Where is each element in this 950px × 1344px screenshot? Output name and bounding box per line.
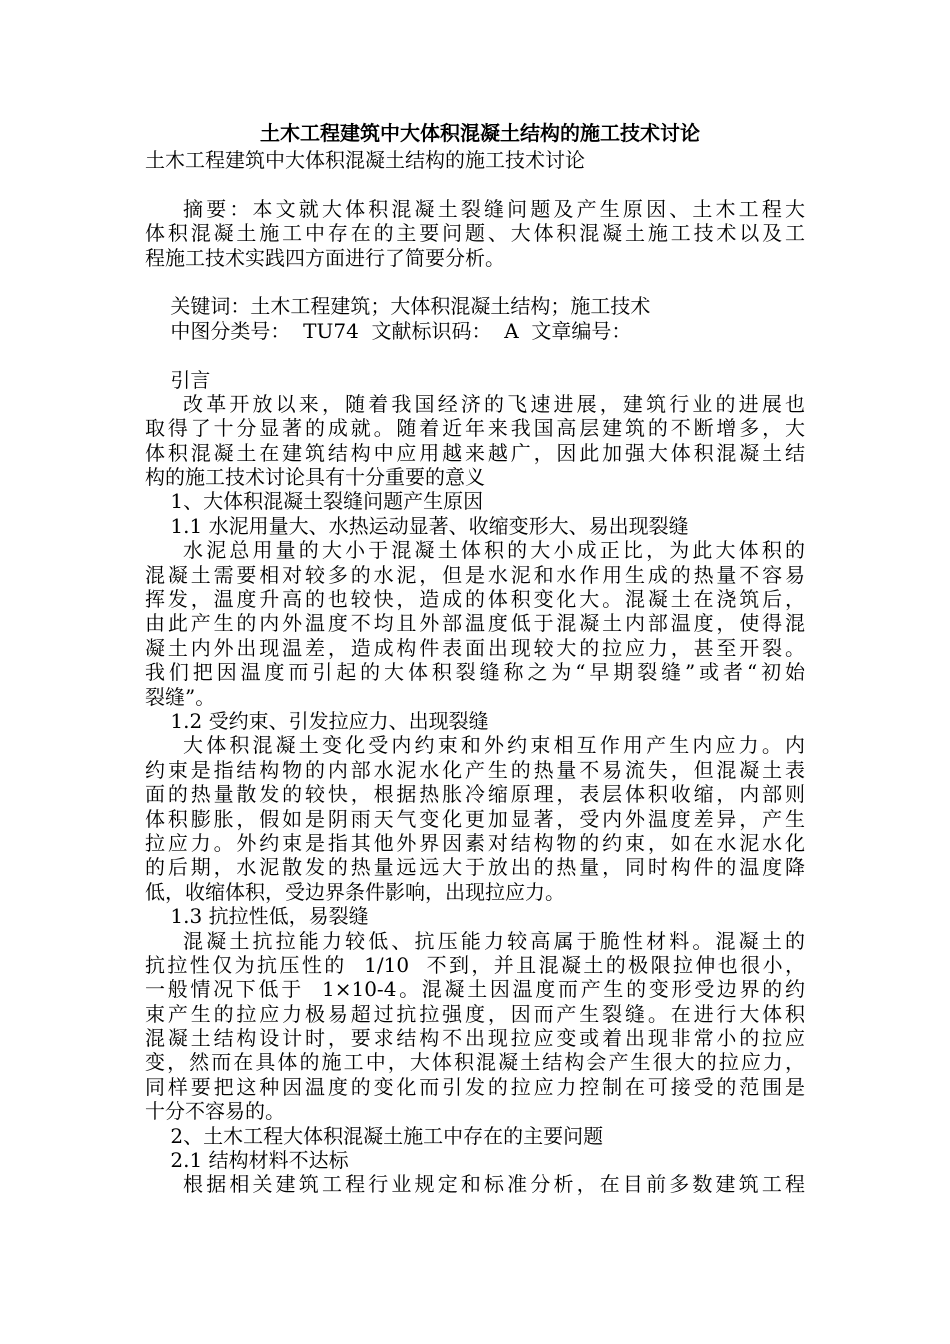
section-1-3-line: 混凝土抗拉能力较低、抗压能力较高属于脆性材料。混凝土的 [145, 928, 805, 953]
section-1-heading: 1、大体积混凝土裂缝问题产生原因 [145, 489, 484, 514]
section-1-3-line: 抗拉性仅为抗压性的 1/10 不到，并且混凝土的极限拉伸也很小， [145, 952, 805, 977]
section-1-2-line: 面的热量散发的较快，根据热胀冷缩原理，表层体积收缩，内部则 [145, 782, 805, 807]
intro-line: 改革开放以来，随着我国经济的飞速进展，建筑行业的进展也 [145, 391, 805, 416]
blank-line [145, 270, 805, 294]
section-1-2-line: 低，收缩体积，受边界条件影响，出现拉应力。 [145, 879, 565, 904]
section-2-heading: 2、土木工程大体积混凝土施工中存在的主要问题 [145, 1123, 604, 1148]
section-1-3-line: 十分不容易的。 [145, 1099, 285, 1124]
abstract-line: 摘要：本文就大体积混凝土裂缝问题及产生原因、土木工程大 [145, 196, 805, 221]
section-1-2-line: 拉应力。外约束是指其他外界因素对结构物的约束，如在水泥水化 [145, 830, 805, 855]
section-1-1-line: 挥发，温度升高的也较快，造成的体积变化大。混凝土在浇筑后， [145, 587, 805, 612]
section-1-2-line: 大体积混凝土变化受内约束和外约束相互作用产生内应力。内 [145, 733, 805, 758]
section-1-1-line: 裂缝”。 [145, 684, 216, 709]
section-1-3-line: 混凝土结构设计时，要求结构不出现拉应变或着出现非常小的拉应 [145, 1026, 805, 1051]
section-1-1-line: 由此产生的内外温度不均且外部温度低于混凝土内部温度，使得混 [145, 611, 805, 636]
blank-line [145, 343, 805, 367]
classification-line: 中图分类号： TU74 文献标识码： A 文章编号： [145, 318, 632, 343]
section-2-1-line: 根据相关建筑工程行业规定和标准分析，在目前多数建筑工程 [145, 1172, 805, 1197]
blank-line [145, 172, 805, 196]
intro-line: 取得了十分显著的成就。随着近年来我国高层建筑的不断增多，大 [145, 416, 805, 441]
section-1-3-line: 同样要把这种因温度的变化而引发的拉应力控制在可接受的范围是 [145, 1074, 805, 1099]
section-1-1-line: 水泥总用量的大小于混凝土体积的大小成正比，为此大体积的 [145, 538, 805, 563]
abstract-line: 体积混凝土施工中存在的主要问题、大体积混凝土施工技术以及工 [145, 221, 805, 246]
section-1-2-line: 体积膨胀，假如是阴雨天气变化更加显著，受内外温度差异，产生 [145, 806, 805, 831]
section-1-2-heading: 1.2 受约束、引发拉应力、出现裂缝 [145, 708, 489, 733]
keywords-line: 关键词：土木工程建筑；大体积混凝土结构；施工技术 [145, 294, 651, 319]
section-1-3-line: 束产生的拉应力极易超过抗拉强度，因而产生裂缝。在进行大体积 [145, 1001, 805, 1026]
section-1-1-line: 混凝土需要相对较多的水泥，但是水泥和水作用生成的热量不容易 [145, 562, 805, 587]
section-1-2-line: 的后期，水泥散发的热量远远大于放出的热量，同时构件的温度降 [145, 855, 805, 880]
section-1-1-line: 凝土内外出现温差，造成构件表面出现较大的拉应力，甚至开裂。 [145, 635, 805, 660]
section-1-1-heading: 1.1 水泥用量大、水热运动显著、收缩变形大、易出现裂缝 [145, 513, 689, 538]
section-1-2-line: 约束是指结构物的内部水泥水化产生的热量不易流失，但混凝土表 [145, 757, 805, 782]
document-subtitle: 土木工程建筑中大体积混凝土结构的施工技术讨论 [145, 148, 585, 172]
section-2-1-heading: 2.1 结构材料不达标 [145, 1148, 349, 1173]
section-1-3-line: 一般情况下低于 1×10-4。混凝土因温度而产生的变形受边界的约 [145, 977, 805, 1002]
abstract-line: 程施工技术实践四方面进行了简要分析。 [145, 245, 505, 270]
section-1-3-heading: 1.3 抗拉性低，易裂缝 [145, 904, 369, 929]
section-1-3-line: 变，然而在具体的施工中，大体积混凝土结构会产生很大的拉应力， [145, 1050, 805, 1075]
document-title: 土木工程建筑中大体积混凝土结构的施工技术讨论 [260, 121, 700, 145]
document-page [145, 118, 805, 1197]
section-1-1-line: 我们把因温度而引起的大体积裂缝称之为“早期裂缝”或者“初始 [145, 660, 805, 685]
intro-heading: 引言 [145, 367, 211, 392]
intro-line: 构的施工技术讨论具有十分重要的意义 [145, 465, 485, 490]
intro-line: 体积混凝土在建筑结构中应用越来越广，因此加强大体积混凝土结 [145, 440, 805, 465]
